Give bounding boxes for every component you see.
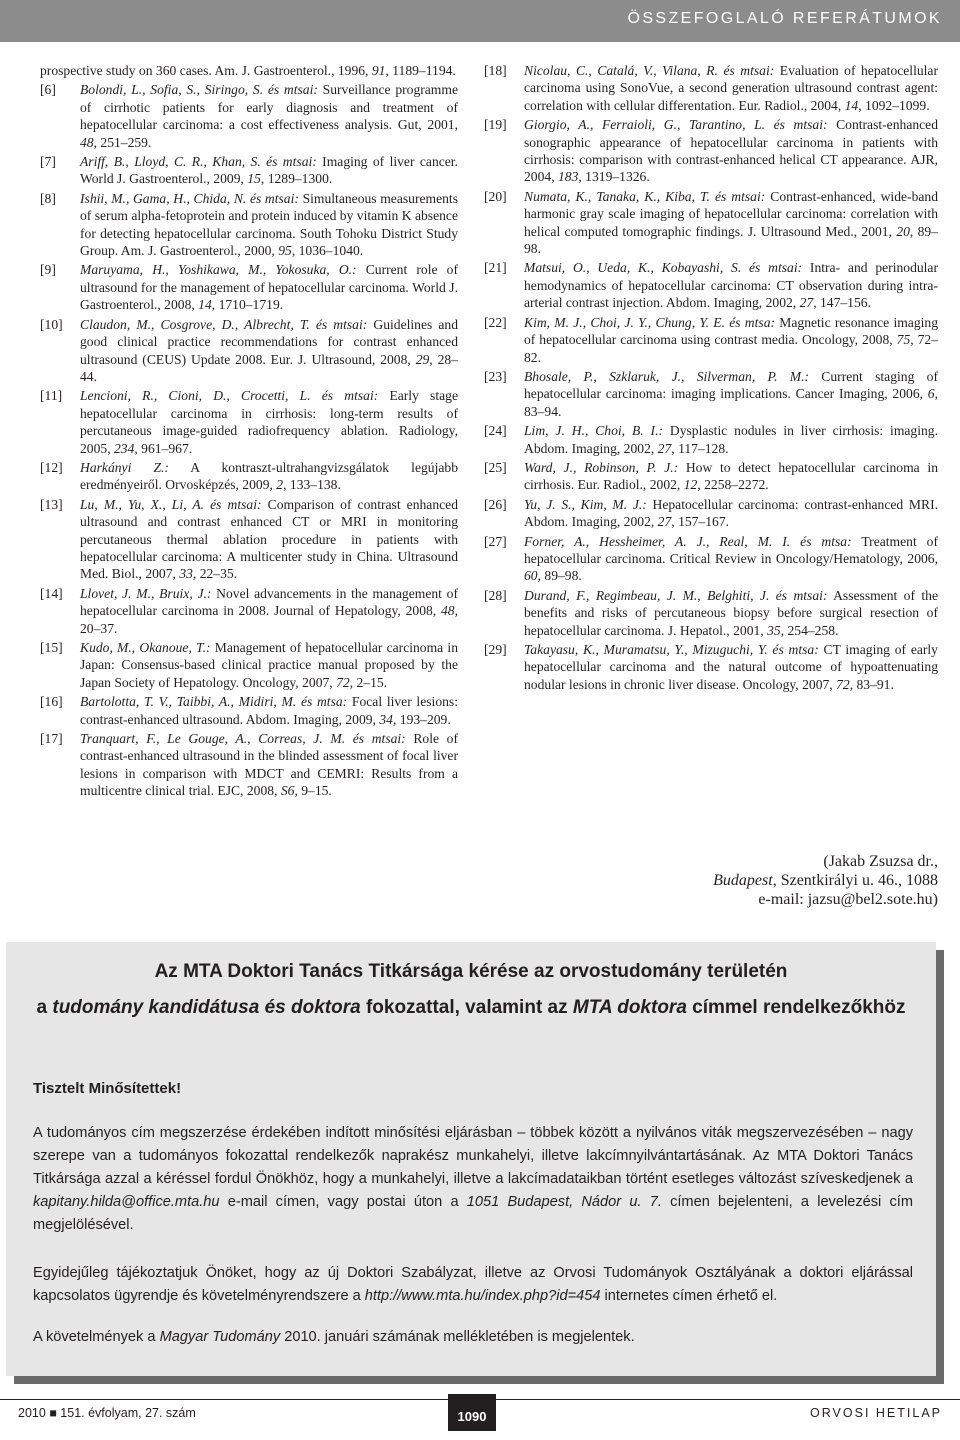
reference-volume: 20 xyxy=(896,223,910,239)
reference-authors: Lim, J. H., Choi, B. I.: xyxy=(524,423,663,439)
reference-pages: , 28–44. xyxy=(80,351,458,384)
notice-paragraph-3 xyxy=(33,1326,913,1349)
reference-pages: , 961–967. xyxy=(134,440,193,456)
reference-text: CT imaging of early hepatocellular carcinoma and the natural outcome of hypoattenuating nodular lesions in chronic liver disease. Oncology, 2007, xyxy=(524,642,938,692)
notice-paragraph-1 xyxy=(33,1122,913,1237)
reference-volume: 12 xyxy=(683,477,698,493)
reference-number: [19] xyxy=(484,117,507,133)
reference-number: [17] xyxy=(40,731,63,747)
reference-pages: , 89–98. xyxy=(537,568,582,584)
reference-number: [21] xyxy=(484,260,507,276)
reference-item xyxy=(40,730,458,800)
reference-item xyxy=(40,153,458,188)
reference-text: Intra- and perinodular hemodynamics of hepatocellular carcinoma: CT observation during intra-arterial contrast injection. Abdom. Imaging, 2002, xyxy=(524,260,938,311)
reference-text: A kontraszt-ultrahangvizsgálatok legújabb eredményeiről. Orvosképzés, 2009, xyxy=(80,459,458,493)
reference-item xyxy=(40,62,458,79)
reference-text: Contrast-enhanced sonographic appearance of hepatocellular carcinoma in patients with cirrhosis: comparison with contrast-enhanced helical CT appearance. AJR, 2004, xyxy=(524,117,939,185)
reference-authors: Bolondi, L., Sofia, S., Siringo, S. és mtsai: xyxy=(80,82,318,98)
reference-volume: 183 xyxy=(557,169,579,185)
reference-text: Assessment of the benefits and risks of percutaneous biopsy before surgical resection of hepatocellular carcinoma. J. Hepatol., 2001, xyxy=(524,587,938,638)
reference-pages: , 1710–1719. xyxy=(211,297,284,313)
reference-item xyxy=(40,387,458,457)
reference-volume: 60 xyxy=(524,568,538,584)
reference-authors: Bartolotta, T. V., Taibbi, A., Midiri, M. és mtsa: xyxy=(80,694,348,710)
reference-number: [7] xyxy=(40,154,56,170)
signature-street: , Szentkirályi u. 46., 1088 xyxy=(772,872,938,889)
reference-item xyxy=(484,116,938,186)
reference-number: [23] xyxy=(484,368,507,384)
reference-text: Current role of ultrasound for the management of hepatocellular carcinoma. World J. Gastroenterol., 2008, xyxy=(80,262,458,313)
signature-email: e-mail: jazsu@bel2.sote.hu) xyxy=(758,891,938,908)
reference-volume: 6 xyxy=(927,386,935,402)
signature-address xyxy=(560,871,938,890)
references-right-column xyxy=(484,62,938,695)
footer-issue-info: 2010 ■ 151. évfolyam, 27. szám xyxy=(18,1406,196,1420)
notice-text: 2010. januári számának mellékletében is megjelentek. xyxy=(280,1329,635,1345)
notice-title-line2 xyxy=(6,996,936,1020)
reference-pages: , 133–138. xyxy=(283,477,341,493)
reference-item xyxy=(484,314,938,366)
reference-number: [14] xyxy=(40,585,63,601)
reference-authors: Yu, J. S., Kim, M. J.: xyxy=(524,496,647,512)
reference-authors: Forner, A., Hessheimer, A. J., Real, M. I. és mtsa: xyxy=(524,533,852,549)
reference-volume: 14 xyxy=(844,97,859,113)
reference-volume: 34 xyxy=(379,711,393,727)
reference-volume: 27 xyxy=(657,440,672,456)
reference-number: [18] xyxy=(484,63,507,78)
reference-authors: Giorgio, A., Ferraioli, G., Tarantino, L. és mtsai: xyxy=(524,117,828,133)
reference-text: Early stage hepatocellular carcinoma in cirrhosis: long-term results of percutaneous image-guided radiofrequency ablation. Radiology, 2005, xyxy=(80,388,458,456)
reference-text: Comparison of contrast enhanced ultrasound and contrast enhanced CT or MRI in monitoring percutaneous thermal ablation procedure in patients with hepatocellular carcinoma: A multicenter study in China. Ultrasound Med. Biol., 2007, xyxy=(80,496,458,582)
reference-volume: 72 xyxy=(336,674,350,690)
reference-text: Hepatocellular carcinoma: contrast-enhanced MRI. Abdom. Imaging, 2002, xyxy=(524,496,938,530)
reference-text: Simultaneous measurements of serum alpha-fetoprotein and protein induced by vitamin K absence for detecting hepatocellular carcinoma. South Tohoku District Study Group. Am. J. Gastroenterol., 2000, xyxy=(80,190,458,259)
reference-item xyxy=(484,459,938,494)
reference-item xyxy=(40,496,458,583)
notice-text: A tudományos cím megszerzése érdekében indított minősítési eljárásban – többek között a nyilvános viták megszervezésében – nagy szerepe van a tudományos fokozattal rendelkezők naprakész munkahelyi, illetve lakcímnyilvántartásának. Az MTA Doktori Tanács Titkársága azzal a kéréssel fordul Önökhöz, hogy a munkahelyi, illetve a lakcímadataikban történt esetleges változást szíveskedjenek a xyxy=(33,1125,913,1187)
notice-greeting: Tisztelt Minősítettek! xyxy=(33,1080,182,1097)
reference-text: Magnetic resonance imaging of hepatocellular carcinoma using contrast media. Oncology, 2008, xyxy=(524,314,938,348)
notice-title-part: fokozattal, valamint az xyxy=(360,997,573,1018)
reference-volume: 95 xyxy=(278,243,292,259)
reference-text: Dysplastic nodules in liver cirrhosis: imaging. Abdom. Imaging, 2002, xyxy=(524,423,938,456)
reference-item xyxy=(40,459,458,494)
reference-authors: Ariff, B., Lloyd, C. R., Khan, S. és mtsai: xyxy=(80,154,317,170)
reference-number: [26] xyxy=(484,496,507,512)
reference-authors: Durand, F., Regimbeau, J. M., Belghiti, J. és mtsai: xyxy=(524,587,828,603)
reference-pages: , 72–82. xyxy=(524,332,939,365)
reference-authors: Llovet, J. M., Bruix, J.: xyxy=(80,585,212,601)
reference-item xyxy=(40,585,458,637)
reference-volume: 91 xyxy=(371,63,386,78)
reference-volume: 33 xyxy=(179,566,193,582)
reference-item xyxy=(40,639,458,691)
reference-text: Imaging of liver cancer. World J. Gastroenterol., 2009, xyxy=(80,154,458,187)
reference-item xyxy=(484,368,938,420)
reference-item xyxy=(40,81,458,151)
reference-text: Current staging of hepatocellular carcinoma: imaging implications. Cancer Imaging, 2006, xyxy=(524,368,938,402)
signature-city: Budapest xyxy=(713,872,773,889)
reference-number: [20] xyxy=(484,188,507,204)
reference-pages: , 254–258. xyxy=(780,622,839,638)
notice-title-part: címmel rendelkezőkhöz xyxy=(686,997,906,1018)
reference-text: Management of hepatocellular carcinoma in Japan: Consensus-based clinical practice manual proposed by the Japan Society of Hepatology. Oncology, 2007, xyxy=(80,640,458,690)
notice-text: címen bejelenteni, a levelezési cím megjelölésével. xyxy=(33,1194,913,1233)
reference-authors: Kim, M. J., Choi, J. Y., Chung, Y. E. és mtsa: xyxy=(524,314,776,330)
reference-item xyxy=(484,62,938,114)
reference-item xyxy=(40,316,458,386)
reference-authors: Matsui, O., Ueda, K., Kobayashi, S. és mtsai: xyxy=(524,260,803,276)
reference-item xyxy=(484,188,938,258)
reference-authors: Harkányi Z.: xyxy=(80,459,169,475)
notice-text: Egyidejűleg tájékoztatjuk Önöket, hogy az új Doktori Szabályzat, illetve az Orvosi Tudományok Osztályának a doktori eljárással kapcsolatos ügyrendje és követelményrendszere a xyxy=(33,1265,913,1304)
reference-number: [10] xyxy=(40,316,63,332)
reference-item xyxy=(484,641,938,693)
notice-journal-name: Magyar Tudomány xyxy=(159,1329,281,1345)
notice-box xyxy=(6,942,936,1376)
reference-number: [16] xyxy=(40,694,63,710)
reference-number: [6] xyxy=(40,82,56,98)
reference-number: [8] xyxy=(40,190,56,206)
reference-pages: , 9–15. xyxy=(294,783,332,799)
notice-postal-address: 1051 Budapest, Nádor u. 7. xyxy=(466,1194,662,1210)
reference-volume: 14 xyxy=(198,297,212,313)
page-number: 1090 xyxy=(448,1394,496,1431)
reference-item xyxy=(40,261,458,313)
reference-volume: 15 xyxy=(247,171,261,187)
reference-pages: , 2258–2272. xyxy=(697,477,769,493)
reference-volume: 27 xyxy=(799,295,814,311)
reference-number: [11] xyxy=(40,388,63,404)
reference-item xyxy=(484,533,938,585)
reference-pages: , 20–37. xyxy=(80,603,458,636)
journal-name: ORVOSI HETILAP xyxy=(810,1406,942,1420)
reference-text: Focal liver lesions: contrast-enhanced ultrasound. Abdom. Imaging, 2009, xyxy=(80,694,458,727)
notice-text: internetes címen érhető el. xyxy=(600,1288,778,1304)
references-left-column xyxy=(40,62,458,802)
reference-authors: Numata, K., Tanaka, K., Kiba, T. és mtsai: xyxy=(524,188,766,204)
reference-pages: , 22–35. xyxy=(192,566,238,582)
notice-title-italic: MTA doktora xyxy=(572,997,687,1018)
reference-text: Treatment of hepatocellular carcinoma. Critical Review in Oncology/Hematology, 2006, xyxy=(524,533,938,566)
notice-title-line1: Az MTA Doktori Tanács Titkársága kérése az orvostudomány területén xyxy=(154,961,788,982)
reference-number: [27] xyxy=(484,533,507,549)
reference-number: [22] xyxy=(484,314,507,330)
reference-volume: 72 xyxy=(836,676,850,692)
reference-number: [12] xyxy=(40,459,63,475)
reference-authors: Claudon, M., Cosgrove, D., Albrecht, T. és mtsai: xyxy=(80,316,368,332)
signature-name: (Jakab Zsuzsa dr., xyxy=(823,853,938,870)
reference-number: [15] xyxy=(40,640,63,655)
reference-pages: , 1189–1194. xyxy=(385,63,456,78)
reference-volume: 48 xyxy=(80,134,94,150)
reference-text: Contrast-enhanced, wide-band harmonic gray scale imaging of hepatocellular carcinoma: correlation with helical computed tomographic findings. J. Ultrasound Med., 2001, xyxy=(524,188,938,239)
reference-item xyxy=(484,259,938,311)
reference-text: prospective study on 360 cases. Am. J. Gastroenterol., 1996, xyxy=(40,63,372,78)
reference-text: Surveillance programme of cirrhotic patients for early diagnosis and treatment of hepatocellular carcinoma: a cost effectiveness analysis. Gut, 2001, xyxy=(80,82,458,133)
reference-pages: , 251–259. xyxy=(93,134,152,150)
reference-number: [28] xyxy=(484,587,507,603)
section-title: ÖSSZEFOGLALÓ REFERÁTUMOK xyxy=(627,10,942,27)
reference-pages: , 1319–1326. xyxy=(578,169,650,185)
reference-authors: Takayasu, K., Muramatsu, Y., Mizuguchi, Y. és mtsa: xyxy=(524,642,819,657)
reference-pages: , 147–156. xyxy=(813,295,871,311)
reference-pages: , 2–15. xyxy=(349,674,388,690)
reference-authors: Bhosale, P., Szklaruk, J., Silverman, P. M.: xyxy=(524,368,810,384)
reference-authors: Ishii, M., Gama, H., Chida, N. és mtsai: xyxy=(80,190,299,206)
reference-pages: , 1092–1099. xyxy=(858,97,930,113)
notice-text: A követelmények a xyxy=(33,1329,160,1345)
reference-number: [9] xyxy=(40,262,56,278)
author-signature xyxy=(560,852,938,909)
reference-volume: 29 xyxy=(415,351,430,367)
reference-authors: Nicolau, C., Catalá, V., Vilana, R. és mtsai: xyxy=(524,63,775,78)
reference-text: Evaluation of hepatocellular carcinoma using SonoVue, a second generation ultrasound contrast agent: correlation with cellular differentation. Eur. Radiol., 2004, xyxy=(524,63,938,113)
reference-authors: Lu, M., Yu, X., Li, A. és mtsai: xyxy=(80,496,262,512)
notice-title-italic: tudomány kandidátusa és doktora xyxy=(52,997,361,1018)
reference-number: [13] xyxy=(40,496,63,512)
reference-text: Role of contrast-enhanced ultrasound in the blinded assessment of focal liver lesions in comparison with MDCT and CEMRI: Results from a multicentre clinical trial. EJC, 2008, xyxy=(80,731,459,799)
reference-item xyxy=(484,587,938,639)
reference-pages: , 117–128. xyxy=(671,440,729,456)
reference-volume: 234 xyxy=(113,440,135,456)
reference-text: How to detect hepatocellular carcinoma in cirrhosis. Eur. Radiol., 2002, xyxy=(524,459,938,493)
reference-pages: , 1036–1040. xyxy=(291,243,364,259)
reference-volume: 48 xyxy=(441,603,455,619)
reference-pages: , 83–94. xyxy=(524,386,938,419)
reference-pages: , 89–98. xyxy=(524,223,938,257)
reference-authors: Maruyama, H., Yoshikawa, M., Yokosuka, O.: xyxy=(80,262,357,278)
reference-volume: 75 xyxy=(896,332,911,348)
reference-authors: Kudo, M., Okanoue, T.: xyxy=(80,640,211,655)
reference-volume: 27 xyxy=(657,514,672,530)
reference-pages: , 193–209. xyxy=(392,711,451,727)
notice-paragraph-2 xyxy=(33,1262,913,1308)
reference-pages: , 157–167. xyxy=(671,514,730,530)
reference-number: [29] xyxy=(484,642,507,657)
reference-number: [25] xyxy=(484,459,507,475)
notice-title-part: a xyxy=(36,997,53,1018)
reference-pages: , 83–91. xyxy=(849,676,894,692)
reference-authors: Ward, J., Robinson, P. J.: xyxy=(524,459,679,475)
notice-url-link[interactable]: http://www.mta.hu/index.php?id=454 xyxy=(364,1288,601,1304)
reference-volume: 35 xyxy=(767,622,781,638)
header-bar xyxy=(0,0,960,42)
reference-authors: Lencioni, R., Cioni, D., Crocetti, L. és mtsai: xyxy=(80,388,379,404)
reference-item xyxy=(40,190,458,260)
notice-email-link[interactable]: kapitany.hilda@office.mta.hu xyxy=(33,1194,220,1210)
reference-text: Guidelines and good clinical practice recommendations for contrast enhanced ultrasound (CEUS) Update 2008. Eur. J. Ultrasound, 2008, xyxy=(80,316,458,367)
reference-item xyxy=(40,693,458,728)
reference-volume: 2 xyxy=(276,477,284,493)
reference-pages: , 1289–1300. xyxy=(260,171,333,187)
reference-volume: S6 xyxy=(280,783,295,799)
notice-text: e-mail címen, vagy postai úton a xyxy=(219,1194,467,1210)
reference-text: Novel advancements in the management of hepatocellular carcinoma in 2008. Journal of Hepatology, 2008, xyxy=(80,585,458,619)
reference-item xyxy=(484,422,938,457)
reference-item xyxy=(484,496,938,531)
reference-authors: Tranquart, F., Le Gouge, A., Correas, J. M. és mtsai: xyxy=(80,731,406,747)
reference-number: [24] xyxy=(484,423,507,439)
